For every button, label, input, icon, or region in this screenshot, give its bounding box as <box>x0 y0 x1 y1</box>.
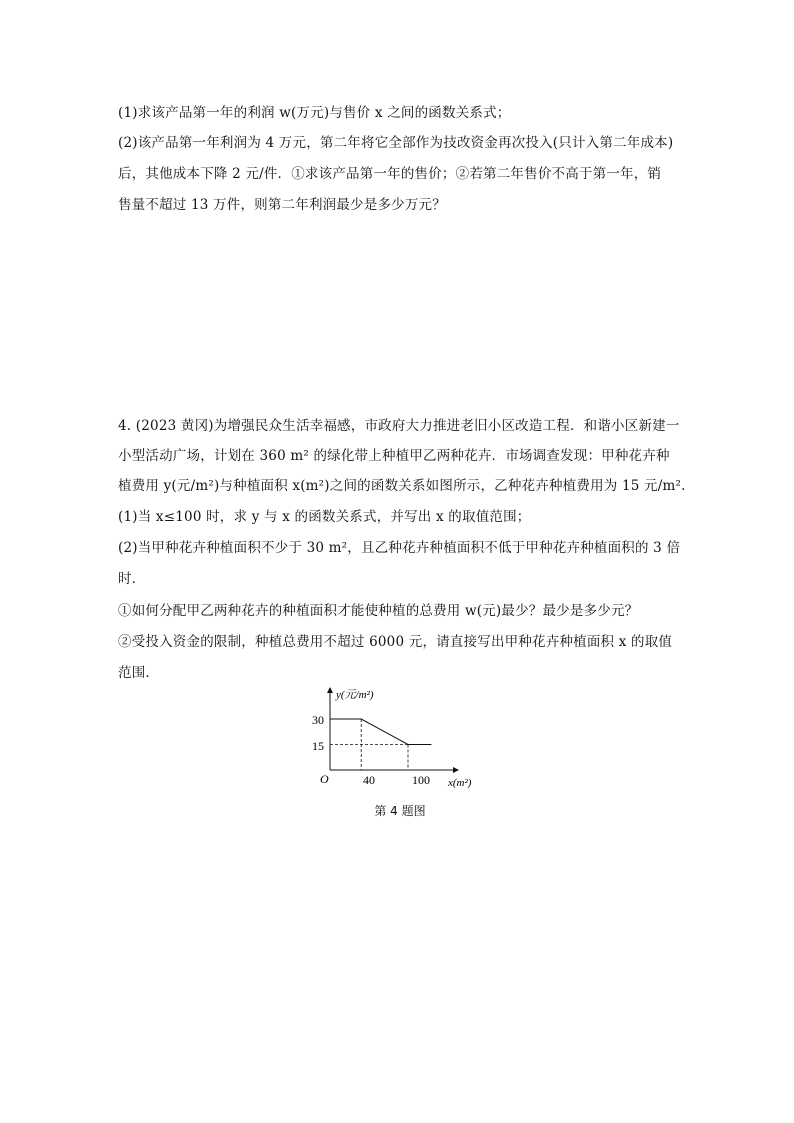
problem4-part1: (1)当 x≤100 时，求 y 与 x 的函数关系式，并写出 x 的取值范围； <box>118 509 531 525</box>
origin-label: O <box>320 772 329 786</box>
problem4-part2-line1: (2)当甲种花卉种植面积不少于 30 m²，且乙种花卉种植面积不低于甲种花卉种植面积的 3 倍 <box>118 540 681 556</box>
problem4-sub1: ①如何分配甲乙两种花卉的种植面积才能使种植的总费用 w(元)最少？最少是多少元？ <box>118 603 639 619</box>
y-tick-label: 30 <box>312 713 324 727</box>
problem3-part2-line1: (2)该产品第一年利润为 4 万元，第二年将它全部作为技改资金再次投入(只计入第二年成本) <box>118 135 674 151</box>
problem4-line2: 小型活动广场，计划在 360 m² 的绿化带上种植甲乙两种花卉．市场调查发现：甲种花卉种 <box>118 448 670 464</box>
y-axis-label: y(元/m²) <box>336 689 374 701</box>
problem4-line3: 植费用 y(元/m²)与种植面积 x(m²)之间的函数关系如图所示，乙种花卉种植费用为 15 元/m². <box>118 478 686 494</box>
x-tick-label: 100 <box>412 773 430 787</box>
dashed-guides <box>330 719 408 770</box>
problem4-line1: 4. (2023 黄冈)为增强民众生活幸福感，市政府大力推进老旧小区改造工程．和谐小区新建一 <box>118 418 680 434</box>
problem4-sub2-line1: ②受投入资金的限制，种植总费用不超过 6000 元，请直接写出甲种花卉种植面积 x 的取值 <box>118 634 673 650</box>
problem3-part2-line2: 后，其他成本下降 2 元/件．①求该产品第一年的售价；②若第二年售价不高于第一年，销 <box>118 166 662 182</box>
problem4-sub2-line2: 范围． <box>118 665 160 681</box>
problem3-part1: (1)求该产品第一年的利润 w(万元)与售价 x 之间的函数关系式； <box>118 105 511 121</box>
series-line <box>330 719 431 745</box>
y-tick-label: 15 <box>312 739 324 753</box>
x-tick-label: 40 <box>363 773 375 787</box>
x-axis-label: x(m²) <box>448 777 472 789</box>
figure-caption: 第 4 题图 <box>374 804 426 818</box>
problem4-part2-line2: 时． <box>118 571 146 587</box>
function-graph <box>300 684 500 799</box>
problem3-part2-line3: 售量不超过 13 万件，则第二年利润最少是多少万元？ <box>118 197 446 213</box>
